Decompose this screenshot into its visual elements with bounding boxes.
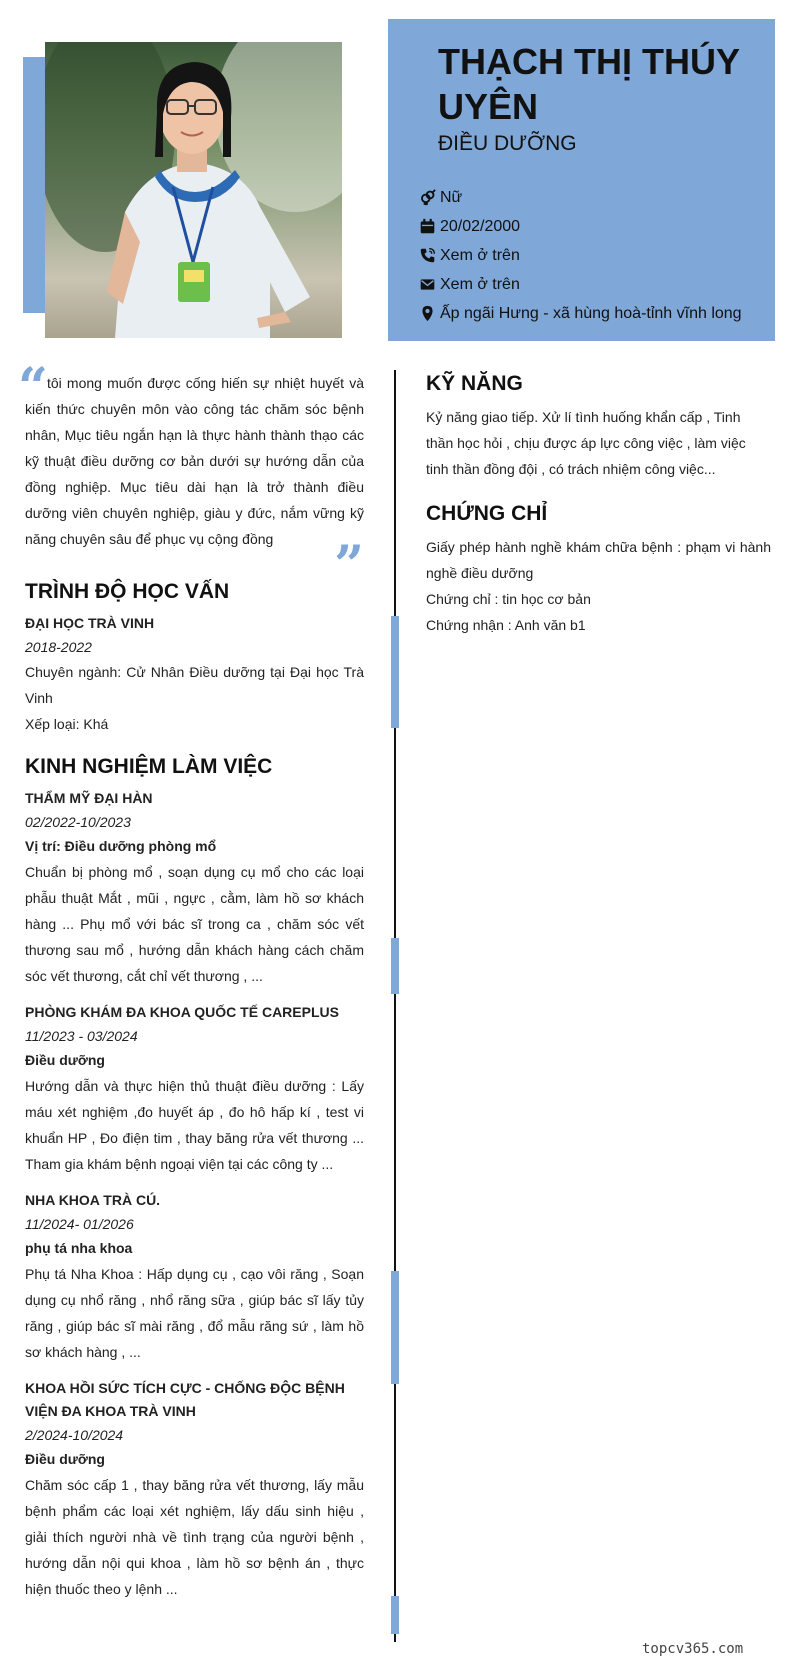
experience-org: THẨM MỸ ĐẠI HÀN <box>25 790 153 806</box>
education-school: ĐẠI HỌC TRÀ VINH <box>25 615 155 631</box>
experience-item <box>25 787 364 989</box>
contact-address <box>419 299 742 328</box>
birthday-value: 20/02/2000 <box>440 217 521 235</box>
experience-org: KHOA HỒI SỨC TÍCH CỰC - CHỐNG ĐỘC BỆNH VIỆN ĐA KHOA TRÀ VINH <box>25 1380 345 1419</box>
experience-description: Chăm sóc cấp 1 , thay băng rửa vết thương, lấy mẫu bệnh phẩm các loại xét nghiệm, lấy dấu sinh hiệu , giải thích người nhà về tình trạng của người bệnh , hướng dẫn nội qui khoa , làm hồ sơ bệnh án , thực hiện thuốc theo y lệnh ... <box>25 1477 364 1597</box>
objective-text: tôi mong muốn được cống hiến sự nhiệt huyết và kiến thức chuyên môn vào công tác chăm sóc bệnh nhân, Mục tiêu ngắn hạn là thực hành thành thạo các kỹ thuật điều dưỡng cơ bản dưới sự hướng dẫn của đồng nghiệp. Mục tiêu dài hạn là trở thành điều dưỡng viên chuyên nghiệp, giàu y đức, nắm vững kỹ năng chuyên sâu để phục vụ cộng đồng <box>25 375 364 547</box>
contact-email <box>419 270 742 299</box>
experience-org: PHÒNG KHÁM ĐA KHOA QUỐC TẾ CAREPLUS <box>25 1004 339 1020</box>
experience-position: Điều dưỡng <box>25 1451 105 1467</box>
email-value[interactable]: Xem ở trên <box>440 275 520 293</box>
left-column <box>18 357 364 1602</box>
divider-accent <box>391 938 399 994</box>
education-major: Chuyên ngành: Cử Nhân Điều dưỡng tại Đại học Trà Vinh <box>25 664 364 706</box>
education-section <box>25 578 364 737</box>
experience-description: Hướng dẫn và thực hiện thủ thuật điều dưỡng : Lấy máu xét nghiệm ,đo huyết áp , đo hô hấp kí , test vi khuẩn HP , Đo điện tim , thay băng rửa vết thương ... Tham gia khám bệnh ngoại viện tại các công ty ... <box>25 1078 364 1172</box>
experience-period: 02/2022-10/2023 <box>25 814 131 830</box>
right-column <box>426 370 771 638</box>
location-icon <box>419 305 436 322</box>
certificate-item: Chứng chỉ : tin học cơ bản <box>426 591 591 607</box>
experience-period: 2/2024-10/2024 <box>25 1427 124 1443</box>
contact-gender <box>419 183 742 212</box>
divider-accent <box>391 1596 399 1634</box>
column-divider <box>394 370 396 1642</box>
education-grade: Xếp loại: Khá <box>25 716 109 732</box>
experience-description: Chuẩn bị phòng mổ , soạn dụng cụ mổ cho các loại phẫu thuật Mắt , mũi , ngực , cằm, làm hồ sơ khách hàng ... Phụ mổ với bác sĩ trong ca , chăm sóc vết thương sau mổ , hướng dẫn khách hàng cách chăm sóc vết thương, cắt chỉ vết thương , ... <box>25 864 364 984</box>
contact-phone <box>419 241 742 270</box>
contact-birthday <box>419 212 742 241</box>
experience-org: NHA KHOA TRÀ CÚ. <box>25 1192 161 1208</box>
address-value: Ấp ngãi Hưng - xã hùng hoà-tỉnh vĩnh long <box>440 304 742 322</box>
phone-value[interactable]: Xem ở trên <box>440 246 520 264</box>
footer-watermark: topcv365.com <box>642 1641 744 1657</box>
calendar-icon <box>419 218 436 235</box>
experience-period: 11/2023 - 03/2024 <box>25 1028 138 1044</box>
experience-item <box>25 1001 364 1177</box>
experience-position: phụ tá nha khoa <box>25 1240 133 1256</box>
experience-item <box>25 1189 364 1365</box>
quote-open-icon: “ <box>18 357 48 418</box>
skills-section <box>426 370 771 482</box>
experience-description: Phụ tá Nha Khoa : Hấp dụng cụ , cạo vôi răng , Soạn dụng cụ nhổ răng , nhổ răng sữa , giúp bác sĩ lấy tủy răng , giúp bác sĩ mài răng , đổ mẫu răng sứ , làm hồ sơ khách hàng , ... <box>25 1266 364 1360</box>
skills-heading: KỸ NĂNG <box>426 372 523 395</box>
skills-text: Kỷ năng giao tiếp. Xử lí tình huống khẩn cấp , Tinh thần học hỏi , chịu được áp lực công việc , làm việc tinh thần đồng đội , có trách nhiệm công việc... <box>426 409 746 477</box>
experience-heading: KINH NGHIỆM LÀM VIỆC <box>25 755 273 778</box>
quote-close-icon: ” <box>334 535 364 596</box>
candidate-name: THẠCH THỊ THÚY UYÊN <box>438 41 740 127</box>
phone-icon <box>419 247 436 264</box>
experience-period: 11/2024- 01/2026 <box>25 1216 134 1232</box>
certificate-item: Chứng nhận : Anh văn b1 <box>426 617 586 633</box>
profile-photo <box>45 42 342 338</box>
header-panel <box>388 19 775 341</box>
experience-position: Điều dưỡng <box>25 1052 105 1068</box>
gender-icon <box>419 189 436 206</box>
divider-accent <box>391 1271 399 1384</box>
experience-item <box>25 1377 364 1602</box>
job-title: ĐIỀU DƯỠNG <box>438 132 577 155</box>
certificates-section <box>426 500 771 638</box>
certificates-heading: CHỨNG CHỈ <box>426 502 548 525</box>
experience-section <box>25 753 364 1602</box>
gender-value: Nữ <box>440 188 463 206</box>
education-period: 2018-2022 <box>25 639 92 655</box>
certificate-item: Giấy phép hành nghề khám chữa bệnh : phạm vi hành nghề điều dưỡng <box>426 539 771 581</box>
email-icon <box>419 276 436 293</box>
portrait-illustration <box>45 42 342 338</box>
divider-accent <box>391 616 399 728</box>
experience-position: Vị trí: Điều dưỡng phòng mổ <box>25 838 217 854</box>
education-heading: TRÌNH ĐỘ HỌC VẤN <box>25 580 230 603</box>
contact-list <box>419 183 742 328</box>
